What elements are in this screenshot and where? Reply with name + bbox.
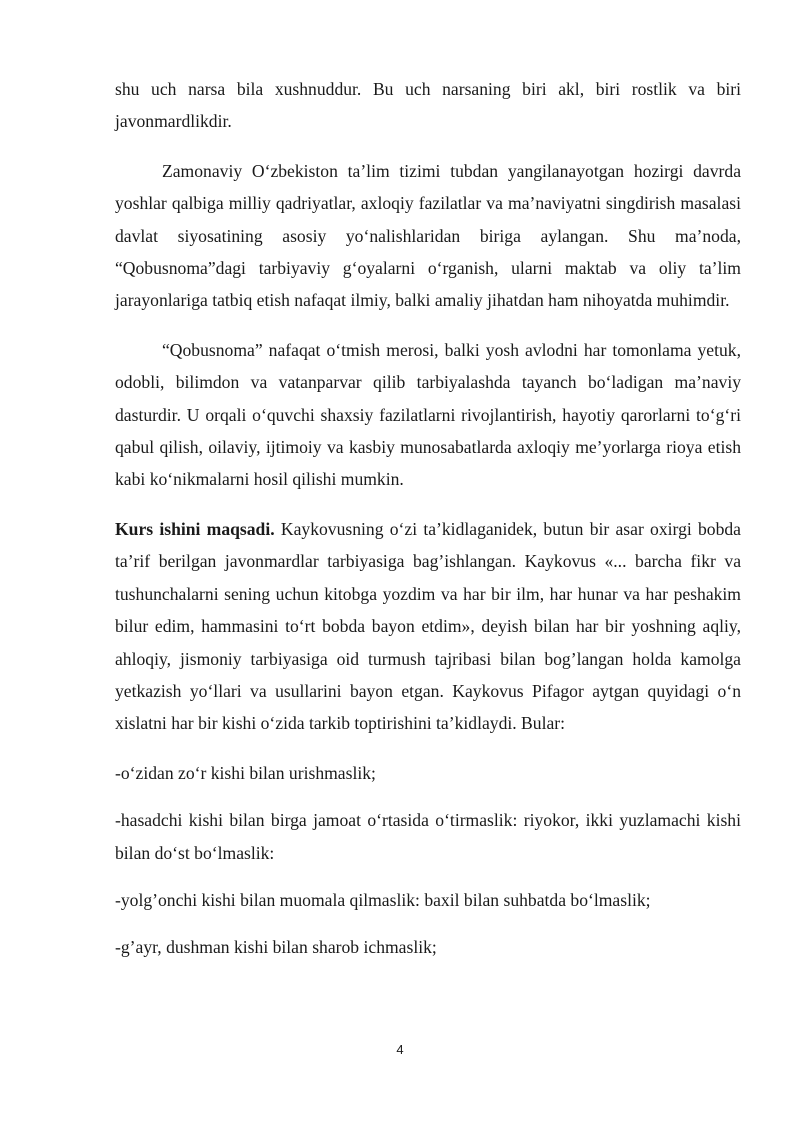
paragraph-course-goal bbox=[115, 513, 741, 740]
course-goal-heading: Kurs ishini maqsadi. bbox=[115, 518, 275, 539]
page-number: 4 bbox=[396, 1042, 404, 1057]
paragraph-qobusnoma-program: “Qobusnoma” nafaqat o‘tmish merosi, balki yosh avlodni har tomonlama yetuk, odobli, bilimdon va vatanparvar qilib tarbiyalashda tayanch bo‘ladigan ma’naviy dasturdir. U orqali o‘quvchi shaxsiy fazilatlarni rivojlantirish, hayotiy qarorlarni to‘g‘ri qabul qilish, oilaviy, ijtimoiy va kasbiy munosabatlarda axloqiy me’yorlarga rioya etish kabi ko‘nikmalarni hosil qilishi mumkin. bbox=[115, 339, 741, 490]
course-goal-text: Kaykovusning o‘zi ta’kidlaganidek, butun bir asar oxirgi bobda ta’rif berilgan javonmardlar tarbiyasiga bag’ishlangan. Kaykovus «... barcha fikr va tushunchalarni sening uchun kitobga yozdim va har bir ilm, har hunar va har peshakim bilur edim, hammasini to‘rt bobda bayon etdim», deyish bilan har bir yoshning aqliy, ahloqiy, jismoniy tarbiyasiga oid turmush tajribasi bilan bog’langan holda kamolga yetkazish yo‘llari va usullarini bayon etgan. Kaykovus Pifagor aytgan quyidagi o‘n xislatni har bir kishi o‘zida tarkib toptirishini ta’kidlaydi. Bular: bbox=[115, 518, 741, 734]
page-content bbox=[115, 73, 741, 979]
paragraph-education-system: Zamonaviy O‘zbekiston ta’lim tizimi tubdan yangilanayotgan hozirgi davrda yoshlar qalbiga milliy qadriyatlar, axloqiy fazilatlar va ma’naviyatni singdirish masalasi davlat siyosatining asosiy yo‘nalishlaridan biriga aylangan. Shu ma’noda, “Qobusnoma”dagi tarbiyaviy g‘oyalarni o‘rganish, ularni maktab va oliy ta’lim jarayonlariga tatbiq etish nafaqat ilmiy, balki amaliy jihatdan ham nihoyatda muhimdir. bbox=[115, 160, 741, 311]
list-item: -o‘zidan zo‘r kishi bilan urishmaslik; bbox=[115, 762, 376, 783]
paragraph-continuation: shu uch narsa bila xushnuddur. Bu uch narsaning biri akl, biri rostlik va biri javonmardlikdir. bbox=[115, 79, 741, 132]
list-item: -yolg’onchi kishi bilan muomala qilmaslik: baxil bilan suhbatda bo‘lmaslik; bbox=[115, 889, 651, 910]
list-item: -hasadchi kishi bilan birga jamoat o‘rtasida o‘tirmaslik: riyokor, ikki yuzlamachi kishi bilan do‘st bo‘lmaslik: bbox=[115, 810, 741, 863]
list-item: -g’ayr, dushman kishi bilan sharob ichmaslik; bbox=[115, 937, 437, 958]
